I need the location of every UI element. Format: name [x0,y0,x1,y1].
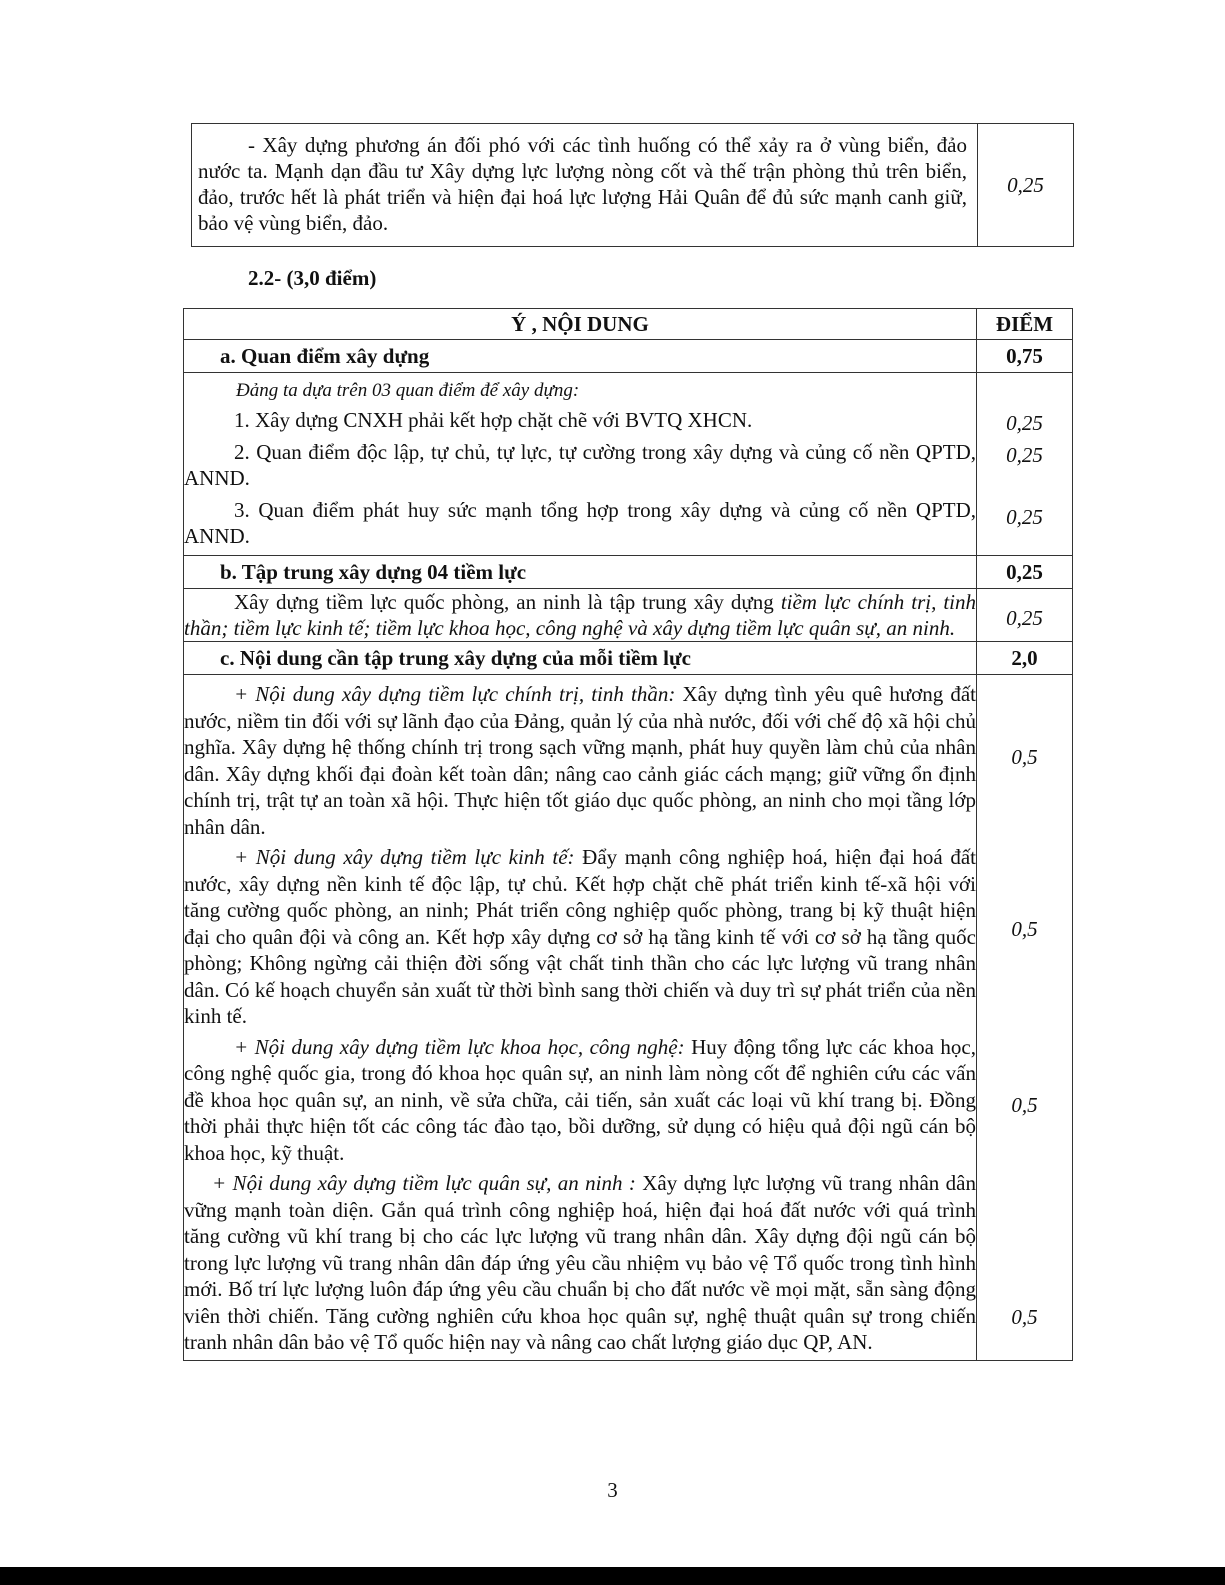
section-c-item-2-score: 0,5 [1011,917,1038,941]
section-c-item-4-lead: + Nội dung xây dựng tiềm lực quân sự, an ninh : [212,1171,636,1195]
section-a-item-2: 2. Quan điểm độc lập, tự chủ, tự lực, tự cường trong xây dựng và củng cố nền QPTD, ANND. [184,440,976,490]
section-b-text-lead: Xây dựng tiềm lực quốc phòng, an ninh là tập trung xây dựng [234,590,781,614]
section-c-item-4-score: 0,5 [1011,1305,1038,1329]
section-c-item-1 [184,681,976,840]
section-c-item-3-text: Huy động tổng lực các khoa học, công nghệ quốc gia, trong đó khoa học quân sự, an ninh làm nòng cốt để nghiên cứu các vấn đề khoa học quân sự, an ninh, về sửa chữa, cải tiến, sản xuất các loại vũ khí trang bị. Đồng thời phải thực hiện tốt các công tác đào tạo, bồi dưỡng, sử dụng có hiệu quả đội ngũ cán bộ khoa học, kỹ thuật. [184,1034,976,1165]
section-b-text [184,589,976,641]
section-a-item-3-score: 0,25 [1006,505,1043,529]
section-b-item-score: 0,25 [977,589,1073,642]
section-c-item-2-lead: + Nội dung xây dựng tiềm lực kinh tế: [234,845,575,869]
section-b-text-italic: tiềm lực chính trị, tinh thần; tiềm lực kinh tế; tiềm lực khoa học, công nghệ và xây dựng tiềm lực quân sự, an ninh. [184,590,976,640]
top-answer-text: - Xây dựng phương án đối phó với các tình huống có thể xảy ra ở vùng biển, đảo nước ta. Mạnh dạn đầu tư Xây dựng lực lượng nòng cốt và thế trận phòng thủ trên biển, đảo, trước hết là phát triển và hiện đại hoá lực lượng Hải Quân để đủ sức mạnh canh giữ, bảo vệ vùng biển, đảo. [198,133,967,235]
section-a-scores [977,373,1073,556]
section-c-item-1-score: 0,5 [1011,745,1038,769]
section-c-score: 2,0 [977,642,1073,675]
top-answer-content [192,124,978,247]
section-a-title: a. Quan điểm xây dựng [184,340,977,373]
section-c-content [184,675,977,1361]
section-c-item-3-score: 0,5 [1011,1093,1038,1117]
section-a-body-row [184,373,1073,556]
section-b-body-row [184,589,1073,642]
section-c-item-1-text: Xây dựng tình yêu quê hương đất nước, niềm tin đối với sự lãnh đạo của Đảng, quản lý của nhà nước, đối với chế độ xã hội chủ nghĩa. Xây dựng hệ thống chính trị trong sạch vững mạnh, phát huy quyền làm chủ của nhân dân. Xây dựng khối đại đoàn kết toàn dân; nâng cao cảnh giác cách mạng; giữ vững ổn định chính trị, trật tự an toàn xã hội. Thực hiện tốt giáo dục quốc phòng, an ninh cho mọi tầng lớp nhân dân. [184,682,976,839]
section-a-score: 0,75 [977,340,1073,373]
section-a-item-1: 1. Xây dựng CNXH phải kết hợp chặt chẽ với BVTQ XHCN. [234,408,753,432]
section-b-title: b. Tập trung xây dựng 04 tiềm lực [184,556,977,589]
section-c-item-2-text: Đẩy mạnh công nghiệp hoá, hiện đại hoá đất nước, xây dựng nền kinh tế độc lập, tự chủ. Kết hợp chặt chẽ phát triển kinh tế-xã hội với tăng cường quốc phòng, an ninh; Phát triển công nghiệp quốc phòng, trang bị kỹ thuật hiện đại cho quân đội và công an. Kết hợp xây dựng cơ sở hạ tầng kinh tế với cơ sở hạ tầng quốc phòng; Không ngừng cải thiện đời sống vật chất tinh thần cho các lực lượng vũ trang nhân dân. Có kế hoạch chuyển sản xuất từ thời bình sang thời chiến và duy trì sự phát triển của nền kinh tế. [184,845,976,1028]
section-c-title: c. Nội dung cần tập trung xây dựng của mỗi tiềm lực [184,642,977,675]
section-c-item-4-text: Xây dựng lực lượng vũ trang nhân dân vững mạnh toàn diện. Gắn quá trình công nghiệp hoá, hiện đại hoá đất nước với quá trình tăng cường vũ khí trang bị cho các lực lượng vũ trang nhân dân. Xây dựng đội ngũ cán bộ trong lực lượng vũ trang nhân dân đáp ứng yêu cầu nhiệm vụ bảo vệ Tổ quốc trong tình hình mới. Bố trí lực lượng luôn đáp ứng yêu cầu chuẩn bị cho đất nước về mọi mặt, sẵn sàng động viên thời chiến. Tăng cường nghiên cứu khoa học quân sự, nghệ thuật quân sự trong chiến tranh nhân dân bảo vệ Tổ quốc hiện nay và nâng cao chất lượng giáo dục QP, AN. [184,1171,976,1354]
table-header-row [184,309,1073,340]
section-a-item-1-score: 0,25 [1006,411,1043,435]
section-c-body-row [184,675,1073,1361]
header-content: Ý , NỘI DUNG [184,309,977,340]
section-a-intro: Đảng ta dựa trên 03 quan điểm để xây dựng: [236,380,580,401]
section-c-item-1-lead: + Nội dung xây dựng tiềm lực chính trị, tinh thần: [234,682,676,706]
header-score: ĐIỂM [977,309,1073,340]
section-c-item-4 [184,1170,976,1356]
section-a-content [184,373,977,556]
section-a-item-3: 3. Quan điểm phát huy sức mạnh tổng hợp trong xây dựng và củng cố nền QPTD, ANND. [184,498,976,548]
section-a-row [184,340,1073,373]
section-c-row [184,642,1073,675]
section-title: 2.2- (3,0 điểm) [248,266,377,290]
section-b-row [184,556,1073,589]
section-c-item-3-lead: + Nội dung xây dựng tiềm lực khoa học, công nghệ: [234,1034,685,1059]
section-b-content [184,589,977,642]
top-answer-row [192,124,1074,247]
section-c-item-2 [184,844,976,1030]
section-c-item-3 [184,1034,976,1167]
top-answer-score: 0,25 [978,124,1074,247]
page-number: 3 [607,1478,618,1502]
answer-table [183,308,1073,1361]
section-a-item-2-score: 0,25 [1006,443,1043,467]
top-answer-table [191,123,1074,247]
section-c-scores [977,675,1073,1361]
scan-edge-bar [0,1567,1225,1585]
section-b-score: 0,25 [977,556,1073,589]
